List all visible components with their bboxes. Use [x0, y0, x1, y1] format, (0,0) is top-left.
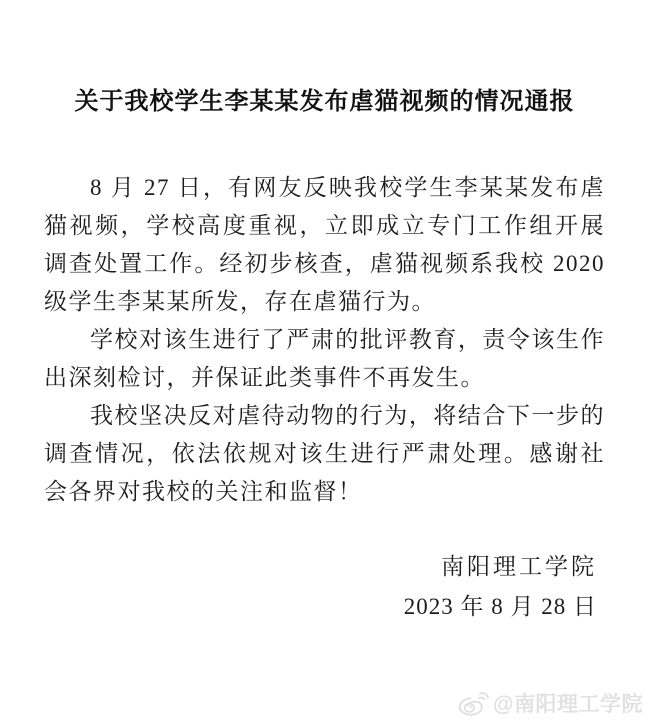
signature-organization: 南阳理工学院	[441, 554, 597, 579]
notice-paragraph-1: 8 月 27 日，有网友反映我校学生李某某发布虐猫视频，学校高度重视，立即成立专门工作组开展调查处置工作。经初步核查，虐猫视频系我校 2020 级学生李某某所发，存在虐猫行为。	[44, 175, 605, 314]
watermark-text: @南阳理工学院	[493, 693, 643, 716]
notice-paragraph-2: 学校对该生进行了严肃的批评教育，责令该生作出深刻检讨，并保证此类事件不再发生。	[44, 327, 605, 390]
notice-paragraph-3: 我校坚决反对虐待动物的行为，将结合下一步的调查情况，依法依规对该生进行严肃处理。感谢社会各界对我校的关注和监督！	[44, 403, 605, 504]
notice-title: 关于我校学生李某某发布虐猫视频的情况通报	[74, 88, 575, 115]
notice-body	[44, 169, 605, 511]
signature-block	[0, 547, 649, 627]
weibo-watermark	[458, 688, 643, 718]
signature-date: 2023 年 8 月 28 日	[403, 594, 597, 619]
weibo-icon	[458, 690, 489, 717]
